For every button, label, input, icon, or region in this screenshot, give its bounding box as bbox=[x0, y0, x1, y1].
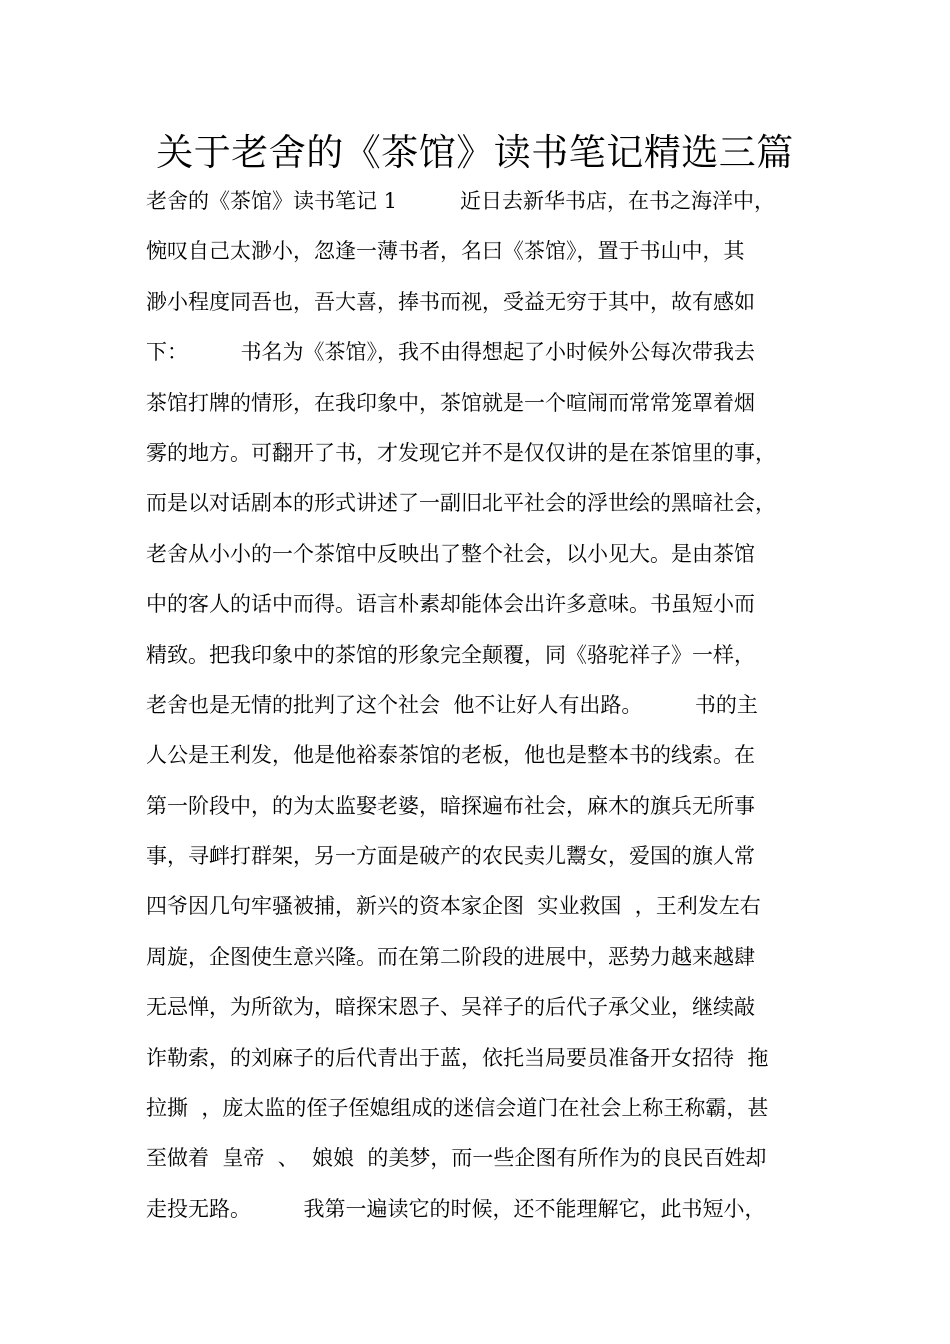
text-line: 雾的地方。可翻开了书，才发现它并不是仅仅讲的是在茶馆里的事， bbox=[146, 440, 776, 465]
text-line: 精致。把我印象中的茶馆的形象完全颠覆，同《骆驼祥子》一样， bbox=[146, 642, 755, 667]
text-line: 惋叹自己太渺小，忽逢一薄书者，名曰《茶馆》，置于书山中，其 bbox=[146, 239, 745, 264]
text-line: 诈勒索，的刘麻子的后代青出于蓝，依托当局要员准备开女招待 拖 bbox=[146, 1045, 769, 1070]
text-line: 下： 书名为《茶馆》，我不由得想起了小时候外公每次带我去 bbox=[146, 340, 755, 365]
text-line: 而是以对话剧本的形式讲述了一副旧北平社会的浮世绘的黑暗社会， bbox=[146, 491, 776, 516]
text-line: 渺小程度同吾也，吾大喜，捧书而视，受益无穷于其中，故有感如 bbox=[146, 289, 755, 314]
text-line: 茶馆打牌的情形，在我印象中，茶馆就是一个喧闹而常常笼罩着烟 bbox=[146, 390, 755, 415]
text-line: 人公是王利发，他是他裕泰茶馆的老板，他也是整本书的线索。在 bbox=[146, 743, 755, 768]
text-line: 老舍从小小的一个茶馆中反映出了整个社会，以小见大。是由茶馆 bbox=[146, 541, 755, 566]
text-line: 至做着 皇帝 、 娘娘 的美梦，而一些企图有所作为的良民百姓却 bbox=[146, 1146, 767, 1171]
text-line: 事，寻衅打群架，另一方面是破产的农民卖儿鬻女，爱国的旗人常 bbox=[146, 844, 755, 869]
document-title: 关于老舍的《茶馆》读书笔记精选三篇 bbox=[156, 131, 794, 174]
text-line: 周旋，企图使生意兴隆。而在第二阶段的进展中，恶势力越来越肆 bbox=[146, 944, 755, 969]
document-body bbox=[146, 181, 836, 1239]
text-line: 无忌惮，为所欲为，暗探宋恩子、吴祥子的后代子承父业，继续敲 bbox=[146, 995, 755, 1020]
text-line: 老舍的《茶馆》读书笔记 1 近日去新华书店，在书之海洋中， bbox=[146, 189, 776, 213]
text-line: 走投无路。 我第一遍读它的时候，还不能理解它，此书短小， bbox=[146, 1196, 766, 1221]
text-line: 老舍也是无情的批判了这个社会 他不让好人有出路。 书的主 bbox=[146, 692, 758, 717]
text-line: 四爷因几句牢骚被捕，新兴的资本家企图 实业救国 ，王利发左右 bbox=[146, 894, 761, 919]
text-line: 第一阶段中，的为太监娶老婆，暗探遍布社会，麻木的旗兵无所事 bbox=[146, 793, 755, 818]
text-line: 拉撕 ，庞太监的侄子侄媳组成的迷信会道门在社会上称王称霸，甚 bbox=[146, 1096, 769, 1121]
text-line: 中的客人的话中而得。语言朴素却能体会出许多意味。书虽短小而 bbox=[146, 592, 755, 617]
